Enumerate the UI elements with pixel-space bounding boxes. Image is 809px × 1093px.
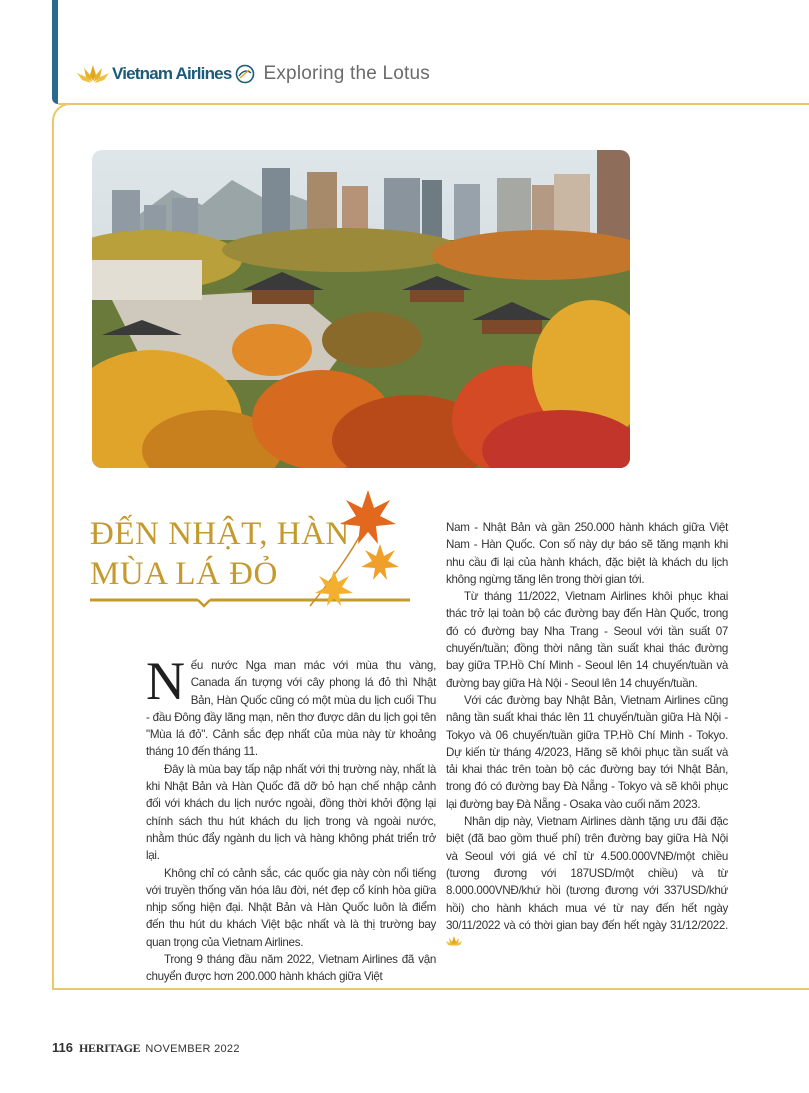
paragraph: Đây là mùa bay tấp nập nhất với thị trường này, nhất là khi Nhật Bản và Hàn Quốc đã dỡ bỏ hạn chế nhập cảnh đối với khách du lịch nước ngoài, đồng thời khởi động lại chính sách thu hút khách du lịch trong và ngoài nước, nhằm thúc đẩy ngành du lịch và hàng không phát triển trở lại.: [146, 762, 436, 863]
frame-bottom-border: [52, 988, 809, 990]
header-accent-bar: [52, 0, 58, 104]
paragraph-text: ếu nước Nga man mác với mùa thu vàng, Canada ấn tượng với cây phong lá đỏ thì Nhật Bản, Hàn Quốc cũng có một mùa du lịch cuối Thu - đầu Đông đầy lãng mạn, nên thơ được dân du lịch gọi tên "Mùa lá đỏ". Cảnh sắc đẹp nhất của mùa này từ khoảng tháng 10 đến tháng 11.: [146, 659, 436, 759]
paragraph: Nam - Nhật Bản và gần 250.000 hành khách giữa Việt Nam - Hàn Quốc. Con số này dự báo sẽ tăng mạnh khi nhu cầu đi lại của hành khách, đặc biệt là khách du lịch không ngừng tăng lên trong thời gian tới.: [446, 521, 728, 586]
title-line-2: MÙA LÁ ĐỎ: [90, 556, 278, 592]
drop-cap: N: [146, 651, 185, 711]
lotus-logo-icon: [76, 63, 110, 85]
autumn-palace-photo: [92, 150, 630, 468]
maple-leaves-illustration: [290, 486, 410, 616]
frame-corner: [52, 103, 72, 155]
globe-icon: [235, 64, 255, 84]
frame-left-border: [52, 155, 54, 990]
lotus-end-icon: [446, 936, 462, 946]
header-rule: [58, 103, 809, 105]
paragraph-text: Nhân dịp này, Vietnam Airlines dành tặng ưu đãi đặc biệt (đã bao gồm thuế phí) trên đường bay giữa Hà Nội và Seoul với giá vé chỉ từ 4.500.000VNĐ/một chiều (tương đương với 187USD/một chiều) và từ 8.000.000VNĐ/khứ hồi (tương đương với 337USD/khứ hồi) cho hành khách mua vé từ nay đến hết ngày 30/11/2022 và có thời gian bay đến hết ngày 31/12/2022.: [446, 815, 728, 932]
paragraph: [146, 651, 436, 761]
issue-date: NOVEMBER 2022: [145, 1043, 240, 1055]
page-number: 116: [52, 1040, 73, 1055]
article-column-left: [146, 651, 436, 986]
article-column-right: [446, 519, 728, 951]
title-line-1: ĐẾN NHẬT, HÀN: [90, 516, 350, 552]
brand-header: [76, 60, 430, 88]
paragraph: Với các đường bay Nhật Bản, Vietnam Airlines cũng nâng tần suất khai thác lên 11 chuyến/tuần giữa Hà Nội - Tokyo và 06 chuyến/tuần giữa TP.Hồ Chí Minh - Tokyo. Dự kiến từ tháng 4/2023, Hãng sẽ khôi phục tần suất và tải khai thác trên toàn bộ các đường bay tới Nhật Bản, trong đó có đường bay Đà Nẵng - Tokyo và sẽ khôi phục lại đường bay Đà Nẵng - Osaka vào cuối năm 2023.: [446, 693, 728, 811]
brand-tagline: Exploring the Lotus: [263, 63, 430, 84]
paragraph: Không chỉ có cảnh sắc, các quốc gia này còn nổi tiếng với truyền thống văn hóa lâu đời, nét đẹp cổ kính hòa giữa nhịp sống hiện đại. Nhật Bản và Hàn Quốc luôn là điểm đến thu hút du khách Việt bậc nhất và là thị trường bay quan trọng của Vietnam Airlines.: [146, 866, 436, 949]
magazine-name: HERITAGE: [78, 1041, 141, 1055]
brand-name: Vietnam Airlines: [112, 64, 232, 83]
paragraph: Từ tháng 11/2022, Vietnam Airlines khôi phục khai thác trở lại toàn bộ các đường bay đến Hàn Quốc, trong đó có đường bay Nha Trang - Seoul với tần suất 07 chuyến/tuần; đồng thời nâng tần suất khai thác đường bay giữa TP.Hồ Chí Minh - Seoul lên 14 chuyến/tuần và đường bay giữa Hà Nội - Seoul lên 14 chuyến/tuần.: [446, 590, 728, 690]
paragraph: Trong 9 tháng đầu năm 2022, Vietnam Airlines đã vận chuyển được hơn 200.000 hành khách giữa Việt: [146, 953, 436, 984]
page-footer: [52, 1040, 240, 1056]
paragraph: [446, 813, 728, 951]
